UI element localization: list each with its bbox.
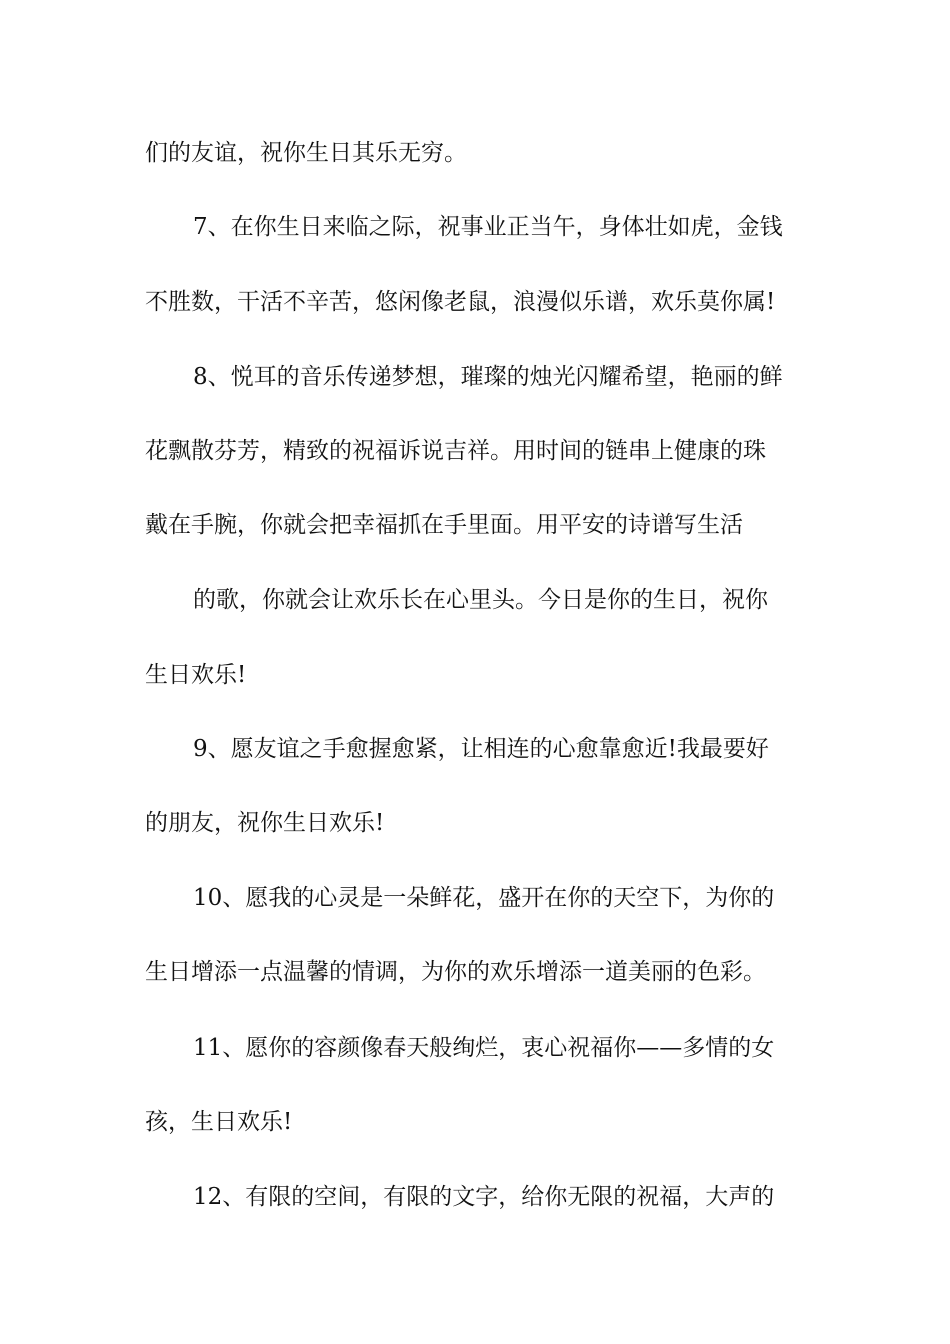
text-line: 9、愿友谊之手愈握愈紧，让相连的心愈靠愈近!我最要好 xyxy=(193,736,769,762)
text-line: 不胜数，干活不辛苦，悠闲像老鼠，浪漫似乐谱，欢乐莫你属! xyxy=(145,289,776,315)
text-line: 10、愿我的心灵是一朵鲜花，盛开在你的天空下，为你的 xyxy=(193,885,775,911)
text-line: 花飘散芬芳，精致的祝福诉说吉祥。用时间的链串上健康的珠 xyxy=(145,438,766,464)
text-line: 们的友谊，祝你生日其乐无穷。 xyxy=(145,140,467,166)
text-line: 11、愿你的容颜像春天般绚烂，衷心祝福你——多情的女 xyxy=(193,1035,775,1061)
text-line: 生日欢乐! xyxy=(145,662,247,688)
text-line: 戴在手腕，你就会把幸福抓在手里面。用平安的诗谱写生活 xyxy=(145,512,743,538)
text-line: 的歌，你就会让欢乐长在心里头。今日是你的生日，祝你 xyxy=(193,587,768,613)
text-line: 的朋友，祝你生日欢乐! xyxy=(145,810,385,836)
text-line: 8、悦耳的音乐传递梦想，璀璨的烛光闪耀希望，艳丽的鲜 xyxy=(193,364,783,390)
text-line: 7、在你生日来临之际，祝事业正当午，身体壮如虎，金钱 xyxy=(193,214,783,240)
text-line: 12、有限的空间，有限的文字，给你无限的祝福，大声的 xyxy=(193,1184,775,1210)
text-line: 孩，生日欢乐! xyxy=(145,1109,293,1135)
text-line: 生日增添一点温馨的情调，为你的欢乐增添一道美丽的色彩。 xyxy=(145,959,766,985)
